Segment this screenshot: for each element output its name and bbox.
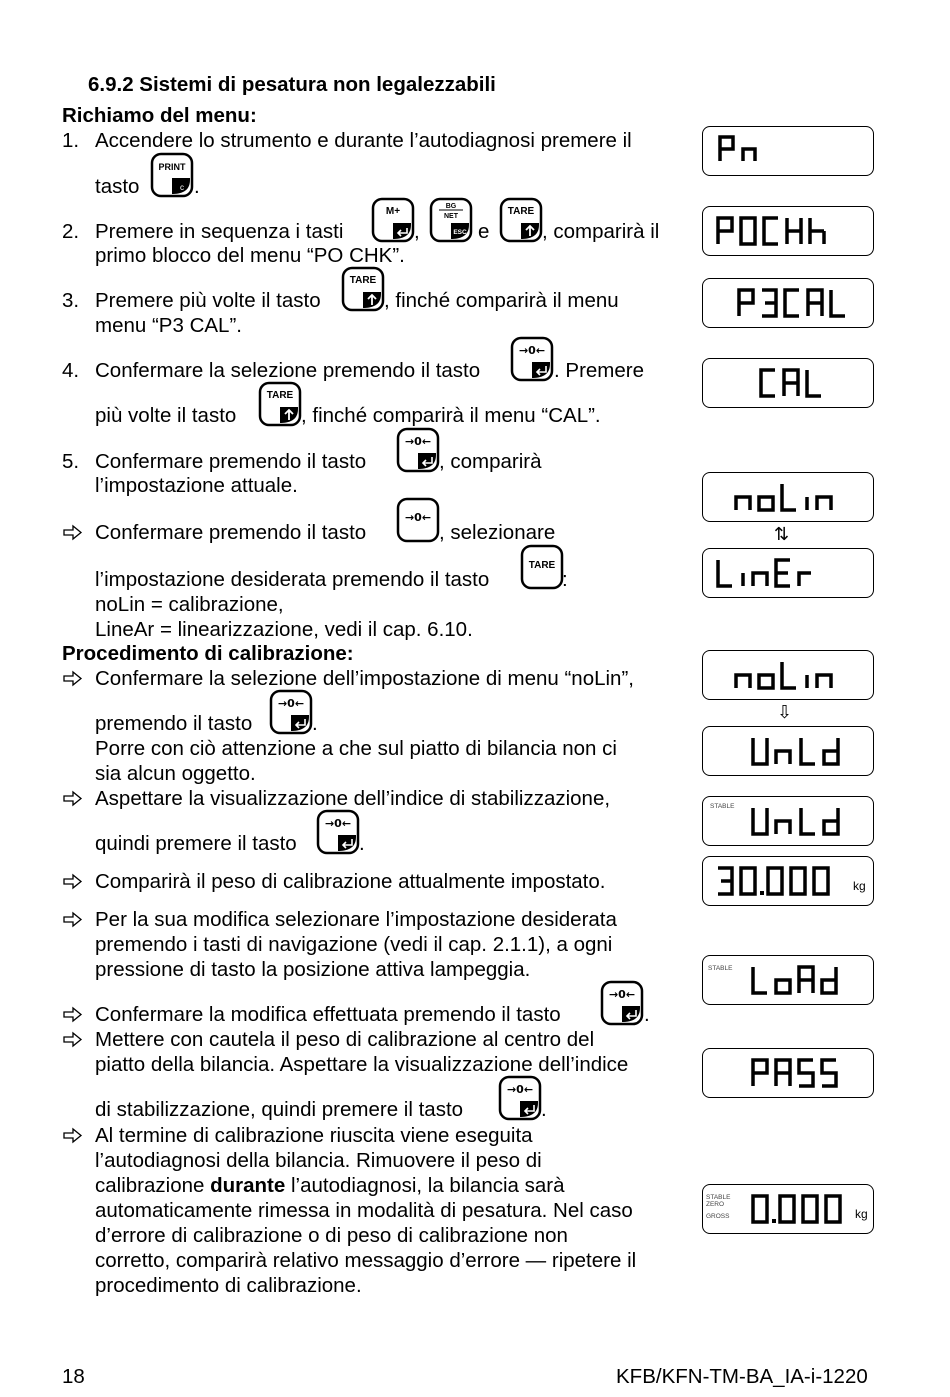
step2-text-2: , comparirà il [542,220,660,243]
stable-indicator: STABLE [706,1194,731,1201]
lcd-display-pochk [702,206,874,256]
section-heading: 6.9.2 Sistemi di pesatura non legalezzabili [88,73,496,96]
step4-text: Confermare la selezione premendo il tasto [95,359,481,382]
hollow-arrow-icon [62,786,84,811]
procedure-step5: Confermare la modifica effettuata premendo il tasto [95,1003,561,1026]
swap-arrows-icon: ⇅ [774,524,790,544]
linear-definition: LineAr = linearizzazione, vedi il cap. 6.10. [95,618,473,641]
hollow-arrow-icon [62,1123,84,1148]
step-number: 5. [62,450,80,473]
down-arrow-icon: ⇩ [777,702,793,722]
svg-text:TARE: TARE [349,275,377,286]
stable-indicator: STABLE [710,803,735,810]
tare-key-icon [341,266,385,312]
procedure-step2-period: . [359,832,365,855]
svg-text:→0←: →0← [518,344,546,357]
step4-text-4: , finché comparirà il menu “CAL”. [301,404,601,427]
step4-text-2: . Premere [554,359,644,382]
lcd-display-nolin [702,472,874,522]
procedure-title: Procedimento di calibrazione: [62,642,354,665]
procedure-step2-2: quindi premere il tasto [95,832,297,855]
hollow-arrow-icon [62,666,84,691]
svg-text:→0←: →0← [608,988,636,1001]
hollow-arrow-icon [62,520,84,545]
svg-text:PRINT: PRINT [158,162,186,172]
procedure-step1-3: Porre con ciò attenzione a che sul piatto di bilancia non ci [95,737,617,760]
select-text-3: l’impostazione desiderata premendo il tasto [95,568,490,591]
stable-indicator: STABLE [708,965,733,972]
print-key-icon [150,152,194,198]
tare-key-icon [520,544,564,590]
step1-period: . [194,175,200,198]
lcd-display-unld [702,726,874,776]
step4-text-3: più volte il tasto [95,404,237,427]
page-number: 18 [62,1365,85,1388]
tare-key-icon [258,381,302,427]
zero-enter-key-icon [396,427,440,473]
zero-enter-key-icon [600,980,644,1026]
svg-text:TARE: TARE [528,560,556,571]
lcd-display-p3cal [702,278,874,328]
hollow-arrow-icon [62,869,84,894]
lcd-display-unld-stable [702,796,874,846]
document-id: KFB/KFN-TM-BA_IA-i-1220 [616,1365,868,1388]
svg-text:→0←: →0← [277,697,305,710]
procedure-step2: Aspettare la visualizzazione dell’indice di stabilizzazione, [95,787,611,810]
procedure-step1: Confermare la selezione dell’impostazione di menu “noLin”, [95,667,634,690]
step3-text-3: menu “P3 CAL”. [95,314,242,337]
zero-enter-key-icon [498,1075,542,1121]
procedure-step6: Mettere con cautela il peso di calibrazione al centro del [95,1028,595,1051]
svg-text:→0←: →0← [404,435,432,448]
svg-text:c: c [180,183,184,192]
svg-text:TARE: TARE [507,206,535,217]
step5-text-2: , comparirà [439,450,542,473]
lcd-display-cal [702,358,874,408]
zero-enter-key-icon [510,336,554,382]
svg-text:ESC: ESC [453,229,467,236]
procedure-step4: Per la sua modifica selezionare l’impostazione desiderata [95,908,617,931]
procedure-step4-3: pressione di tasto la posizione attiva lampeggia. [95,958,531,981]
svg-text:→0←: →0← [324,817,352,830]
step3-text: Premere più volte il tasto [95,289,321,312]
procedure-step1-period: . [312,712,318,735]
procedure-step1-2: premendo il tasto [95,712,253,735]
unit-label: kg [853,879,866,893]
step1-text-2: tasto [95,175,140,198]
procedure-step7-3: calibrazione durante l’autodiagnosi, la bilancia sarà [95,1174,565,1197]
lcd-display-zero [702,1184,874,1234]
procedure-step5-period: . [644,1003,650,1026]
svg-text:BG: BG [445,203,457,210]
step-number: 2. [62,220,80,243]
svg-text:→0←: →0← [506,1083,534,1096]
hollow-arrow-icon [62,1027,84,1052]
lcd-display-weight-30 [702,856,874,906]
step2-text-3: primo blocco del menu “PO CHK”. [95,244,405,267]
svg-text:TARE: TARE [266,390,294,401]
lcd-display-liner [702,548,874,598]
step2-comma: , [414,220,420,243]
net-esc-key-icon [429,197,473,243]
lcd-display-load [702,955,874,1005]
step1-text: Accendere lo strumento e durante l’autodiagnosi premere il [95,129,632,152]
select-colon: : [562,568,568,591]
zero-indicator: ZERO [706,1201,725,1208]
procedure-step7-7: procedimento di calibrazione. [95,1274,362,1297]
procedure-step7-6: corretto, comparirà relativo messaggio d’errore — ripetere il [95,1249,637,1272]
zero-enter-key-icon [316,809,360,855]
step2-and: e [478,220,490,243]
step3-text-2: , finché comparirà il menu [384,289,619,312]
procedure-step3: Comparirà il peso di calibrazione attualmente impostato. [95,870,606,893]
step-number: 4. [62,359,80,382]
menu-call-title: Richiamo del menu: [62,104,257,127]
nolin-definition: noLin = calibrazione, [95,593,284,616]
zero-enter-key-icon [396,497,440,543]
lcd-display-pn [702,126,874,176]
tare-key-icon [499,197,543,243]
gross-indicator: GROSS [706,1213,730,1220]
procedure-step7-2: l’autodiagnosi della bilancia. Rimuovere il peso di [95,1149,542,1172]
procedure-step7: Al termine di calibrazione riuscita viene eseguita [95,1124,533,1147]
procedure-step6-period: . [541,1098,547,1121]
lcd-display-pass [702,1048,874,1098]
svg-text:→0←: →0← [404,511,432,524]
procedure-step1-4: sia alcun oggetto. [95,762,256,785]
hollow-arrow-icon [62,907,84,932]
step2-text: Premere in sequenza i tasti [95,220,344,243]
svg-text:M+: M+ [385,206,401,217]
step5-text-3: l’impostazione attuale. [95,474,298,497]
step5-text: Confermare premendo il tasto [95,450,367,473]
procedure-step4-2: premendo i tasti di navigazione (vedi il cap. 2.1.1), a ogni [95,933,613,956]
procedure-step7-4: automaticamente rimessa in modalità di pesatura. Nel caso [95,1199,633,1222]
zero-enter-key-icon [269,689,313,735]
procedure-step6-2: piatto della bilancia. Aspettare la visualizzazione dell’indice [95,1053,629,1076]
step-number: 1. [62,129,80,152]
procedure-step7-5: d’errore di calibrazione o di peso di calibrazione non [95,1224,568,1247]
lcd-display-nolin-2 [702,650,874,700]
unit-label: kg [855,1207,868,1221]
hollow-arrow-icon [62,1002,84,1027]
step-number: 3. [62,289,80,312]
svg-text:NET: NET [444,213,458,220]
select-text-2: , selezionare [439,521,556,544]
select-text: Confermare premendo il tasto [95,521,367,544]
mplus-key-icon [371,197,415,243]
procedure-step6-3: di stabilizzazione, quindi premere il tasto [95,1098,464,1121]
